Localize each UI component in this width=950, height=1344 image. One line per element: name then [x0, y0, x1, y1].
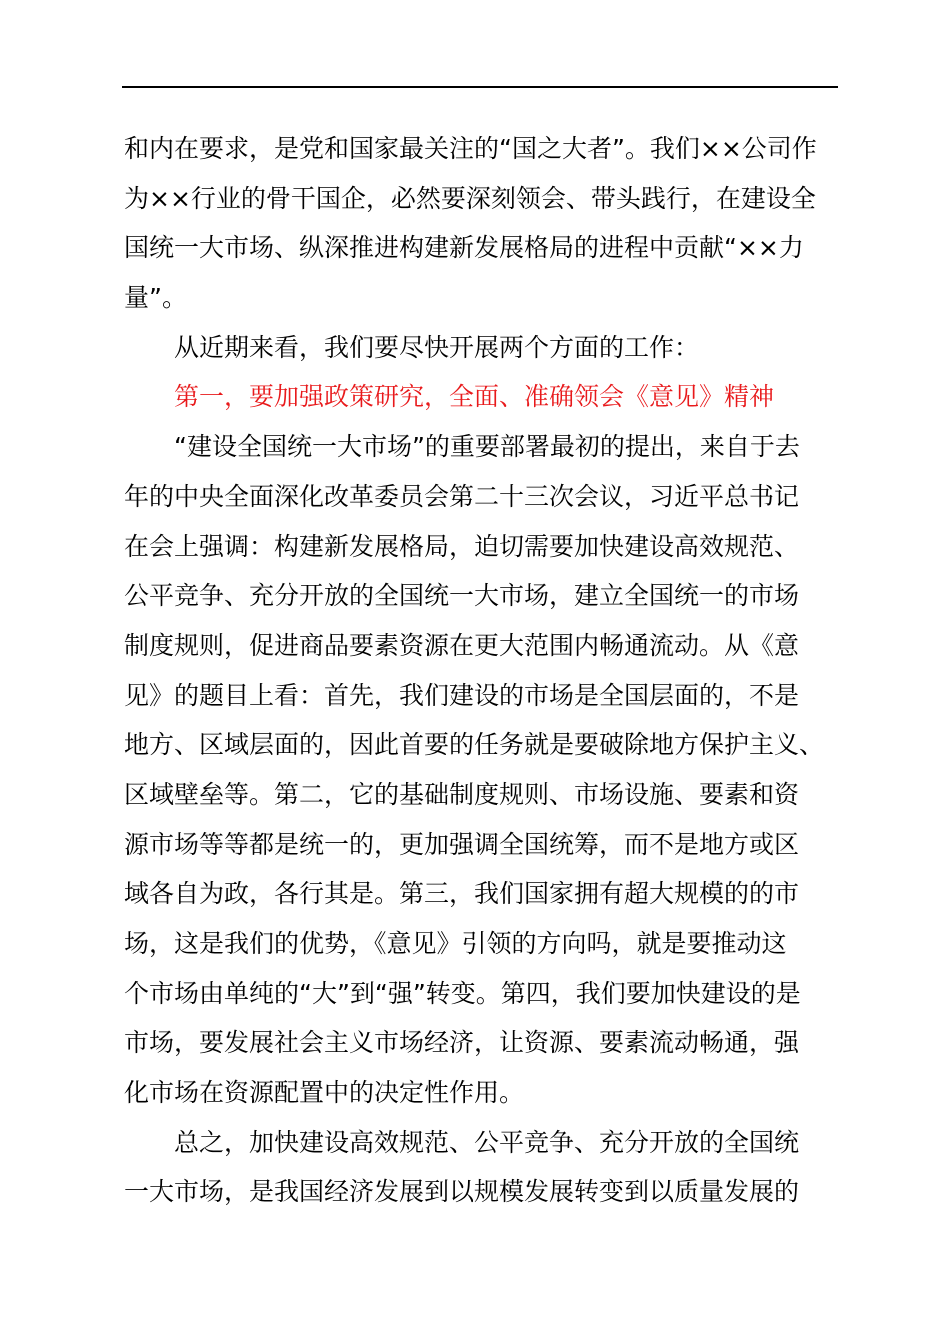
text-line: 地方、区域层面的，因此首要的任务就是要破除地方保护主义、 — [124, 730, 825, 760]
text-line: 公平竞争、充分开放的全国统一大市场，建立全国统一的市场 — [124, 581, 800, 611]
text-line: 域各自为政，各行其是。第三，我们国家拥有超大规模的的市 — [124, 879, 800, 909]
text-line: 量”。 — [124, 283, 187, 313]
text-line: 制度规则，促进商品要素资源在更大范围内畅通流动。从《意 — [124, 630, 800, 660]
header-rule — [122, 86, 838, 88]
text-line: 年的中央全面深化改革委员会第二十三次会议，习近平总书记 — [124, 481, 800, 511]
text-line: 区域壁垒等。第二，它的基础制度规则、市场设施、要素和资 — [124, 779, 800, 809]
paragraph-start-line: “建设全国统一大市场”的重要部署最初的提出，来自于去 — [174, 432, 800, 462]
text-line: 场，这是我们的优势，《意见》引领的方向吗，就是要推动这 — [124, 929, 787, 958]
text-line: 国统一大市场、纵深推进构建新发展格局的进程中贡献“××力 — [124, 233, 804, 263]
text-line: 见》的题目上看：首先，我们建设的市场是全国层面的，不是 — [124, 680, 800, 710]
section-heading: 第一，要加强政策研究，全面、准确领会《意见》精神 — [174, 382, 775, 412]
text-line: 市场，要发展社会主义市场经济，让资源、要素流动畅通，强 — [124, 1028, 800, 1058]
text-line: 个市场由单纯的“大”到“强”转变。第四，我们要加快建设的是 — [124, 978, 801, 1008]
paragraph-start-line: 从近期来看，我们要尽快开展两个方面的工作： — [174, 332, 700, 362]
document-body — [124, 124, 840, 1217]
text-line: 源市场等等都是统一的，更加强调全国统筹，而不是地方或区 — [124, 829, 800, 859]
text-line: 和内在要求，是党和国家最关注的“国之大者”。我们××公司作 — [124, 134, 817, 163]
text-line: 为××行业的骨干国企，必然要深刻领会、带头践行，在建设全 — [124, 183, 816, 213]
text-line: 一大市场，是我国经济发展到以规模发展转变到以质量发展的 — [124, 1177, 800, 1207]
paragraph-start-line: 总之，加快建设高效规范、公平竞争、充分开放的全国统 — [174, 1127, 800, 1157]
text-line: 化市场在资源配置中的决定性作用。 — [124, 1078, 525, 1108]
text-line: 在会上强调：构建新发展格局，迫切需要加快建设高效规范、 — [124, 531, 800, 561]
